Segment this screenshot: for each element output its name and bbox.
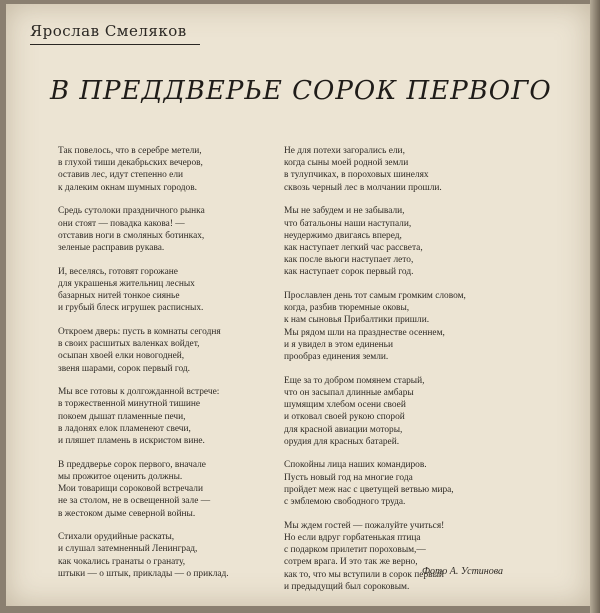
stanza: [284, 290, 524, 363]
stanza: [284, 459, 524, 508]
poem-line: для украшенья жительниц лесных: [58, 278, 195, 289]
poem-line: орудия для красных батарей.: [284, 436, 400, 447]
poem-line: как после вьюги наступает лето,: [284, 255, 414, 266]
stanza: [58, 386, 286, 447]
poem-line: и грубый блеск игрушек расписных.: [58, 303, 204, 314]
poem-line: что он засыпал длинные амбары: [284, 387, 414, 398]
stanza: [58, 459, 286, 520]
poem-line: и я увидел в этом единеньи: [284, 339, 393, 350]
poem-line: к нам сыновья Прибалтики пришли.: [284, 315, 430, 326]
poem-line: Прославлен день тот самым громким словом,: [284, 291, 466, 302]
right-column: [284, 145, 524, 605]
poem-line: что батальоны наши наступали,: [284, 218, 412, 229]
poem-line: в жестоком дыме северной войны.: [58, 508, 196, 519]
poem-line: в тулупчиках, в пороховых шинелях: [284, 170, 429, 181]
stanza: [58, 145, 286, 194]
poem-line: пройдет меж нас с цветущей ветвью мира,: [284, 484, 454, 495]
poem-line: сквозь черный лес в молчании прошли.: [284, 182, 442, 193]
poem-line: Не для потехи загорались ели,: [284, 146, 405, 156]
stanza: [58, 326, 286, 375]
stanza: [284, 375, 524, 448]
poem-title: В ПРЕДДВЕРЬЕ СОРОК ПЕРВОГО: [50, 76, 552, 106]
poem-line: как чокались гранаты о гранату,: [58, 556, 186, 567]
poem-line: В преддверье сорок первого, вначале: [58, 459, 206, 470]
poem-line: для красной авиации моторы,: [284, 424, 403, 435]
poem-line: Пусть новый год на многие года: [284, 472, 413, 483]
poem-line: Откроем дверь: пусть в комнаты сегодня: [58, 326, 221, 337]
poem-line: звеня шарами, сорок первый год.: [58, 363, 190, 374]
poem-line: шумящим хлебом осени своей: [284, 400, 406, 411]
poem-line: сотрем врага. И это так же верно,: [284, 557, 418, 568]
stanza: [284, 145, 524, 194]
poem-line: мы прожитое оценить должны.: [58, 471, 183, 482]
stanza: [58, 205, 286, 254]
photo-credit: Фото А. Устинова: [422, 566, 504, 577]
poem-line: и отковал своей рукою спорой: [284, 412, 405, 423]
poem-line: и пляшет пламень в искристом вине.: [58, 436, 205, 447]
poem-line: базарных нитей тонкое сиянье: [58, 291, 180, 302]
poem-line: прообраз единения земли.: [284, 352, 389, 363]
poem-line: в глухой тиши декабрьских вечеров,: [58, 158, 203, 169]
poem-line: неудержимо двигаясь вперед,: [284, 230, 402, 241]
poem-line: Мы все готовы к долгожданной встрече:: [58, 387, 220, 398]
poem-line: в ладонях елок пламенеют свечи,: [58, 423, 191, 434]
poem-line: как то, что мы вступили в сорок первый: [284, 569, 444, 580]
poem-line: И, веселясь, готовят горожане: [58, 266, 178, 277]
stanza: [284, 205, 524, 278]
poem-line: Так повелось, что в серебре метели,: [58, 146, 202, 156]
poem-line: отставив ноги в смоляных ботинках,: [58, 230, 205, 241]
poem-line: Стихали орудийные раскаты,: [58, 532, 175, 543]
poem-line: покоем дышат пламенные печи,: [58, 411, 186, 422]
poem-line: в своих расшитых валенках войдет,: [58, 339, 200, 350]
poem-line: Мы ждем гостей — пожалуйте учиться!: [284, 520, 445, 531]
poem-line: Еще за то добром помянем старый,: [284, 375, 425, 386]
poem-line: когда, разбив тюремные оковы,: [284, 303, 410, 314]
poem-line: Мои товарищи сороковой встречали: [58, 484, 203, 495]
poem-line: с эмблемою свободного труда.: [284, 497, 406, 508]
poem-line: к далеким окнам шумных городов.: [58, 182, 197, 193]
poem-line: и слушал затемненный Ленинград,: [58, 544, 198, 555]
poem-line: как наступает легкий час рассвета,: [284, 242, 423, 253]
poem-line: Мы рядом шли на празднестве осеннем,: [284, 327, 445, 338]
poem-line: как наступает сорок первый год.: [284, 267, 414, 278]
poem-line: зеленые расправив рукава.: [58, 242, 165, 253]
stanza: [284, 520, 524, 593]
poem-line: они стоят — повадка какова! —: [58, 218, 185, 229]
stanza: [58, 266, 286, 315]
poem-line: Спокойны лица наших командиров.: [284, 460, 427, 471]
poem-line: штыки — о штык, приклады — о приклад.: [58, 568, 229, 579]
author-underline: [30, 44, 200, 45]
author-name: Ярослав Смеляков: [30, 22, 187, 40]
poem-line: в торжественной минутной тишине: [58, 399, 201, 410]
page-edge: [590, 0, 600, 613]
poem-line: Мы не забудем и не забывали,: [284, 206, 405, 217]
poem-line: с подарком прилетит пороховым,—: [284, 545, 426, 556]
poem-line: осыпан хвоей елки новогодней,: [58, 351, 185, 362]
poem-line: не за столом, не в освещенной зале —: [58, 496, 211, 507]
left-column: [58, 145, 286, 592]
poem-line: и предыдущий был сороковым.: [284, 581, 410, 592]
poem-line: оставив лес, идут степенно ели: [58, 170, 184, 181]
poem-line: Средь сутолоки праздничного рынка: [58, 206, 205, 217]
poem-line: Но если вдруг горбатенькая птица: [284, 532, 421, 543]
poem-line: когда сыны моей родной земли: [284, 158, 409, 169]
stanza: [58, 531, 286, 580]
